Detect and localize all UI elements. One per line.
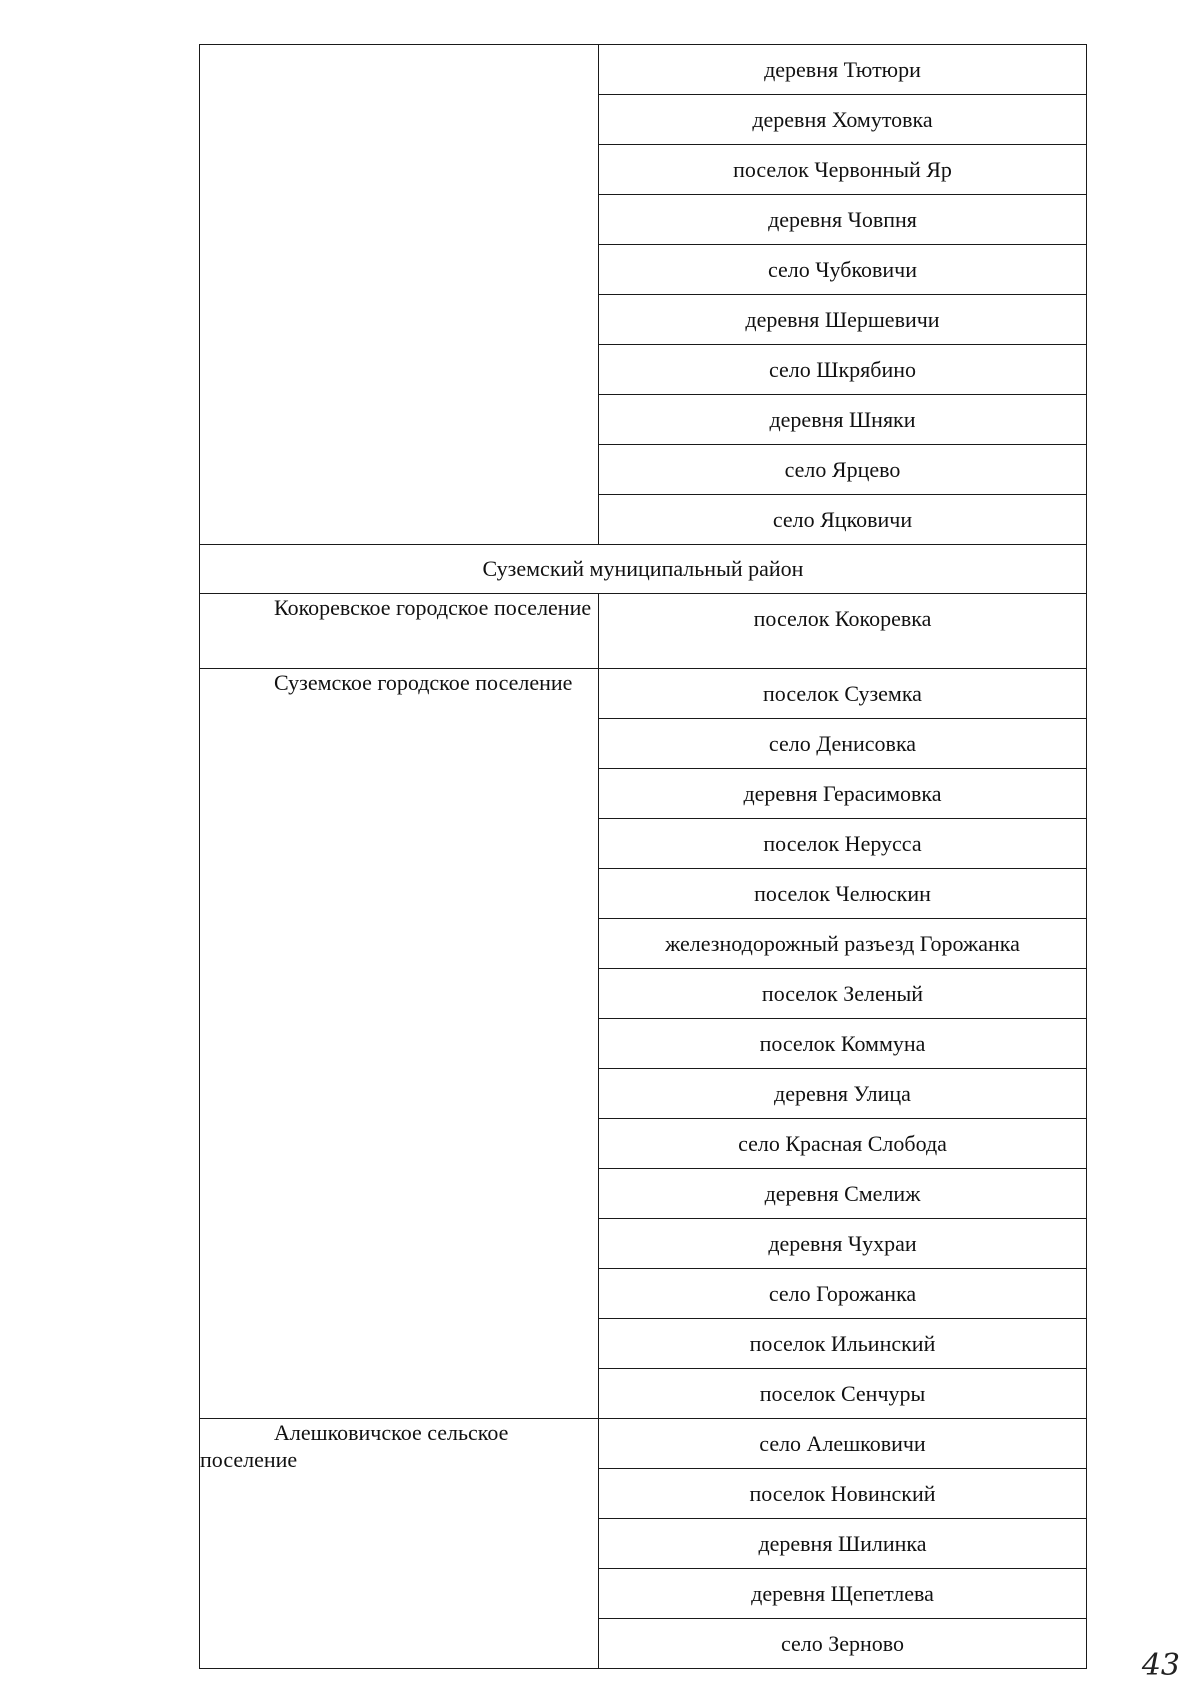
place-cell: деревня Улица: [599, 1069, 1087, 1119]
place-cell: деревня Щепетлева: [599, 1569, 1087, 1619]
place-cell: поселок Новинский: [599, 1469, 1087, 1519]
place-cell: село Шкрябино: [599, 345, 1087, 395]
table-row: [200, 594, 1087, 669]
place-cell: село Горожанка: [599, 1269, 1087, 1319]
settlement-name-cell: Алешковичское сельское поселение: [200, 1419, 599, 1669]
place-cell: село Зерново: [599, 1619, 1087, 1669]
place-cell: поселок Нерусса: [599, 819, 1087, 869]
place-cell: поселок Суземка: [599, 669, 1087, 719]
place-cell: поселок Кокоревка: [599, 594, 1087, 669]
place-cell: село Денисовка: [599, 719, 1087, 769]
settlement-name-cell: Суземское городское поселение: [200, 669, 599, 1419]
place-cell: деревня Шилинка: [599, 1519, 1087, 1569]
empty-settlement-cell: [200, 45, 599, 545]
table-row: [200, 1419, 1087, 1469]
place-cell: село Чубковичи: [599, 245, 1087, 295]
place-cell: село Красная Слобода: [599, 1119, 1087, 1169]
settlements-table: [199, 44, 1087, 1669]
place-cell: село Яцковичи: [599, 495, 1087, 545]
place-cell: поселок Червонный Яр: [599, 145, 1087, 195]
place-cell: поселок Коммуна: [599, 1019, 1087, 1069]
place-cell: поселок Зеленый: [599, 969, 1087, 1019]
place-cell: село Ярцево: [599, 445, 1087, 495]
place-cell: деревня Смелиж: [599, 1169, 1087, 1219]
place-cell: деревня Герасимовка: [599, 769, 1087, 819]
settlement-name-cell: Кокоревское городское поселение: [200, 594, 599, 669]
district-heading: Суземский муниципальный район: [200, 545, 1087, 594]
place-cell: деревня Шершевичи: [599, 295, 1087, 345]
settlements-table-body: [200, 45, 1087, 1669]
place-cell: поселок Ильинский: [599, 1319, 1087, 1369]
table-row: [200, 45, 1087, 95]
place-cell: поселок Челюскин: [599, 869, 1087, 919]
place-cell: деревня Човпня: [599, 195, 1087, 245]
place-cell: деревня Чухраи: [599, 1219, 1087, 1269]
place-cell: деревня Тютюри: [599, 45, 1087, 95]
place-cell: поселок Сенчуры: [599, 1369, 1087, 1419]
place-cell: деревня Хомутовка: [599, 95, 1087, 145]
place-cell: село Алешковичи: [599, 1419, 1087, 1469]
place-cell: деревня Шняки: [599, 395, 1087, 445]
page-number: 43: [1141, 1648, 1180, 1683]
table-row: [200, 669, 1087, 719]
place-cell: железнодорожный разъезд Горожанка: [599, 919, 1087, 969]
district-row: [200, 545, 1087, 594]
